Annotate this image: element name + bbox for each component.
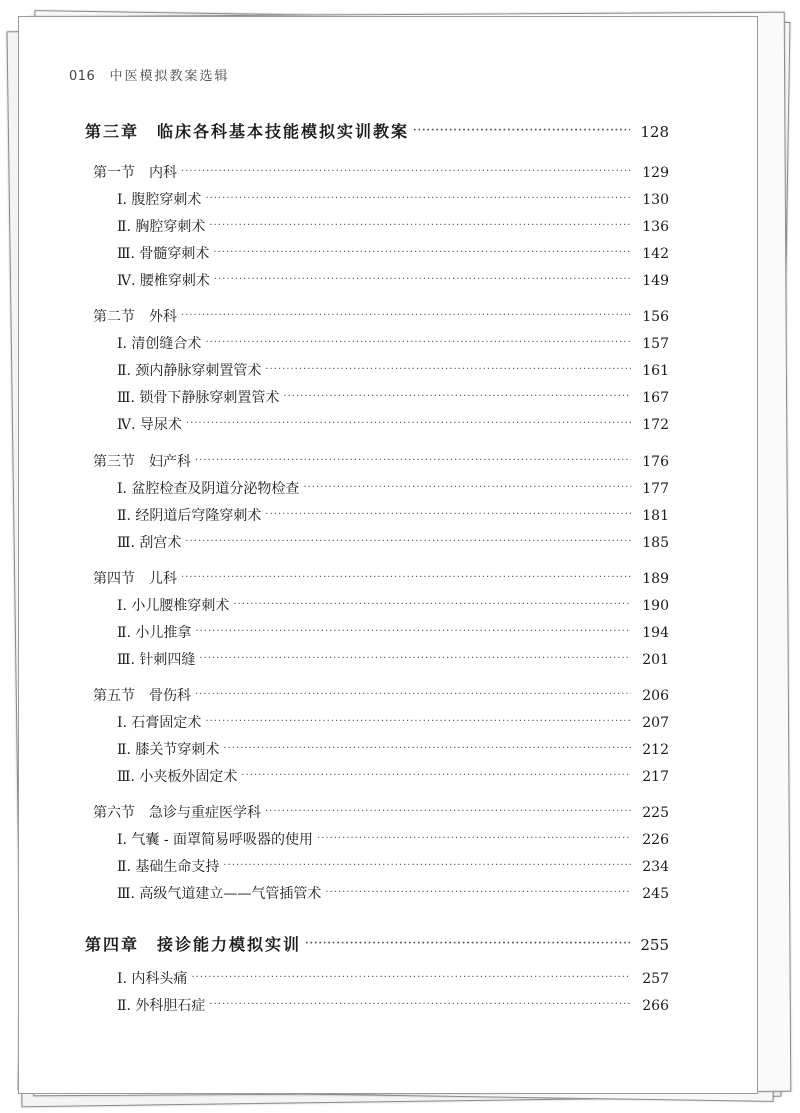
item-title: Ⅱ. 外科胆石症 bbox=[117, 998, 206, 1014]
item-title: Ⅲ. 高级气道建立——气管插管术 bbox=[117, 886, 322, 902]
toc-item[interactable] bbox=[117, 414, 669, 434]
leader-dots bbox=[199, 654, 631, 664]
page-ref: 201 bbox=[642, 652, 669, 668]
toc-item[interactable] bbox=[117, 532, 669, 552]
page-ref: 129 bbox=[642, 165, 669, 181]
section-title: 第一节 内科 bbox=[93, 165, 177, 181]
page-ref: 212 bbox=[642, 742, 669, 758]
page-ref: 245 bbox=[642, 886, 669, 902]
page-ref: 172 bbox=[642, 417, 669, 433]
leader-dots bbox=[233, 600, 631, 610]
leader-dots bbox=[214, 275, 631, 285]
page-ref: 142 bbox=[642, 246, 669, 262]
item-title: Ⅱ. 胸腔穿刺术 bbox=[117, 219, 206, 235]
toc-item[interactable] bbox=[117, 243, 669, 263]
page-ref: 194 bbox=[642, 625, 669, 641]
toc-section[interactable] bbox=[93, 162, 669, 182]
page-ref: 136 bbox=[642, 219, 669, 235]
page-ref: 257 bbox=[642, 971, 669, 987]
chapter-title: 第四章 接诊能力模拟实训 bbox=[85, 935, 302, 954]
leader-dots bbox=[213, 248, 631, 258]
page-ref: 128 bbox=[640, 123, 669, 141]
page-ref: 177 bbox=[642, 481, 669, 497]
item-title: Ⅱ. 膝关节穿刺术 bbox=[117, 742, 220, 758]
item-title: Ⅱ. 小儿推拿 bbox=[117, 625, 192, 641]
section-title: 第二节 外科 bbox=[93, 309, 177, 325]
toc-section[interactable] bbox=[93, 568, 669, 588]
toc-item[interactable] bbox=[117, 333, 669, 353]
chapter-title: 第三章 临床各科基本技能模拟实训教案 bbox=[85, 122, 410, 141]
leader-dots bbox=[265, 807, 631, 817]
page-ref: 190 bbox=[642, 598, 669, 614]
item-title: Ⅱ. 颈内静脉穿刺置管术 bbox=[117, 363, 262, 379]
leader-dots bbox=[317, 834, 631, 844]
toc-item[interactable] bbox=[117, 360, 669, 380]
toc-chapter[interactable] bbox=[85, 932, 669, 955]
page-ref: 189 bbox=[642, 571, 669, 587]
item-title: Ⅰ. 小儿腰椎穿刺术 bbox=[117, 598, 230, 614]
leader-dots bbox=[223, 744, 631, 754]
toc-item[interactable] bbox=[117, 995, 669, 1015]
leader-dots bbox=[181, 167, 631, 177]
page-ref: 130 bbox=[642, 192, 669, 208]
section-title: 第六节 急诊与重症医学科 bbox=[93, 805, 261, 821]
item-title: Ⅳ. 腰椎穿刺术 bbox=[117, 273, 210, 289]
item-title: Ⅳ. 导尿术 bbox=[117, 417, 182, 433]
toc-item[interactable] bbox=[117, 622, 669, 642]
leader-dots bbox=[283, 392, 631, 402]
item-title: Ⅰ. 气囊 - 面罩简易呼吸器的使用 bbox=[117, 832, 314, 848]
toc-section[interactable] bbox=[93, 451, 669, 471]
item-title: Ⅰ. 内科头痛 bbox=[117, 971, 188, 987]
leader-dots bbox=[265, 510, 631, 520]
leader-dots bbox=[303, 483, 631, 493]
page-ref: 217 bbox=[642, 769, 669, 785]
item-title: Ⅲ. 刮宫术 bbox=[117, 535, 182, 551]
page-ref: 157 bbox=[642, 336, 669, 352]
toc-item[interactable] bbox=[117, 856, 669, 876]
page-ref: 225 bbox=[642, 805, 669, 821]
toc-section[interactable] bbox=[93, 306, 669, 326]
page-ref: 255 bbox=[640, 936, 669, 954]
leader-dots bbox=[205, 194, 631, 204]
page-ref: 149 bbox=[642, 273, 669, 289]
page-ref: 207 bbox=[642, 715, 669, 731]
toc-page bbox=[18, 16, 758, 1094]
item-title: Ⅰ. 腹腔穿刺术 bbox=[117, 192, 202, 208]
section-title: 第四节 儿科 bbox=[93, 571, 177, 587]
page-ref: 156 bbox=[642, 309, 669, 325]
running-header bbox=[69, 65, 229, 84]
leader-dots bbox=[205, 717, 631, 727]
leader-dots bbox=[186, 419, 631, 429]
item-title: Ⅰ. 盆腔检查及阴道分泌物检查 bbox=[117, 481, 300, 497]
leader-dots bbox=[413, 126, 630, 136]
toc-section[interactable] bbox=[93, 802, 669, 822]
leader-dots bbox=[241, 771, 631, 781]
leader-dots bbox=[325, 888, 631, 898]
toc-item[interactable] bbox=[117, 478, 669, 498]
section-title: 第五节 骨伤科 bbox=[93, 688, 191, 704]
book-title: 中医模拟教案选辑 bbox=[109, 69, 230, 84]
page-ref: 181 bbox=[642, 508, 669, 524]
item-title: Ⅲ. 小夹板外固定术 bbox=[117, 769, 238, 785]
leader-dots bbox=[191, 973, 631, 983]
page-ref: 266 bbox=[642, 998, 669, 1014]
page-ref: 206 bbox=[642, 688, 669, 704]
leader-dots bbox=[195, 690, 631, 700]
item-title: Ⅱ. 基础生命支持 bbox=[117, 859, 220, 875]
page-number: 016 bbox=[69, 69, 96, 84]
toc-item[interactable] bbox=[117, 216, 669, 236]
toc-item[interactable] bbox=[117, 829, 669, 849]
item-title: Ⅲ. 锁骨下静脉穿刺置管术 bbox=[117, 390, 280, 406]
leader-dots bbox=[205, 338, 631, 348]
toc-item[interactable] bbox=[117, 505, 669, 525]
leader-dots bbox=[195, 456, 631, 466]
item-title: Ⅲ. 针刺四缝 bbox=[117, 652, 196, 668]
section-title: 第三节 妇产科 bbox=[93, 454, 191, 470]
page-ref: 167 bbox=[642, 390, 669, 406]
item-title: Ⅱ. 经阴道后穹隆穿刺术 bbox=[117, 508, 262, 524]
leader-dots bbox=[181, 573, 631, 583]
toc-item[interactable] bbox=[117, 739, 669, 759]
toc-item[interactable] bbox=[117, 270, 669, 290]
page-ref: 176 bbox=[642, 454, 669, 470]
item-title: Ⅰ. 清创缝合术 bbox=[117, 336, 202, 352]
item-title: Ⅰ. 石膏固定术 bbox=[117, 715, 202, 731]
page-ref: 234 bbox=[642, 859, 669, 875]
toc-section[interactable] bbox=[93, 685, 669, 705]
toc-item[interactable] bbox=[117, 189, 669, 209]
leader-dots bbox=[223, 861, 631, 871]
toc-chapter[interactable] bbox=[85, 119, 669, 142]
toc-item[interactable] bbox=[117, 595, 669, 615]
toc-item[interactable] bbox=[117, 387, 669, 407]
leader-dots bbox=[209, 1000, 631, 1010]
leader-dots bbox=[209, 221, 631, 231]
toc-item[interactable] bbox=[117, 649, 669, 669]
page-ref: 161 bbox=[642, 363, 669, 379]
toc-item[interactable] bbox=[117, 883, 669, 903]
item-title: Ⅲ. 骨髓穿刺术 bbox=[117, 246, 210, 262]
page-ref: 185 bbox=[642, 535, 669, 551]
leader-dots bbox=[185, 537, 631, 547]
leader-dots bbox=[181, 311, 631, 321]
leader-dots bbox=[195, 627, 631, 637]
toc-item[interactable] bbox=[117, 712, 669, 732]
page-ref: 226 bbox=[642, 832, 669, 848]
toc-item[interactable] bbox=[117, 968, 669, 988]
toc-item[interactable] bbox=[117, 766, 669, 786]
leader-dots bbox=[265, 365, 631, 375]
leader-dots bbox=[305, 939, 630, 949]
